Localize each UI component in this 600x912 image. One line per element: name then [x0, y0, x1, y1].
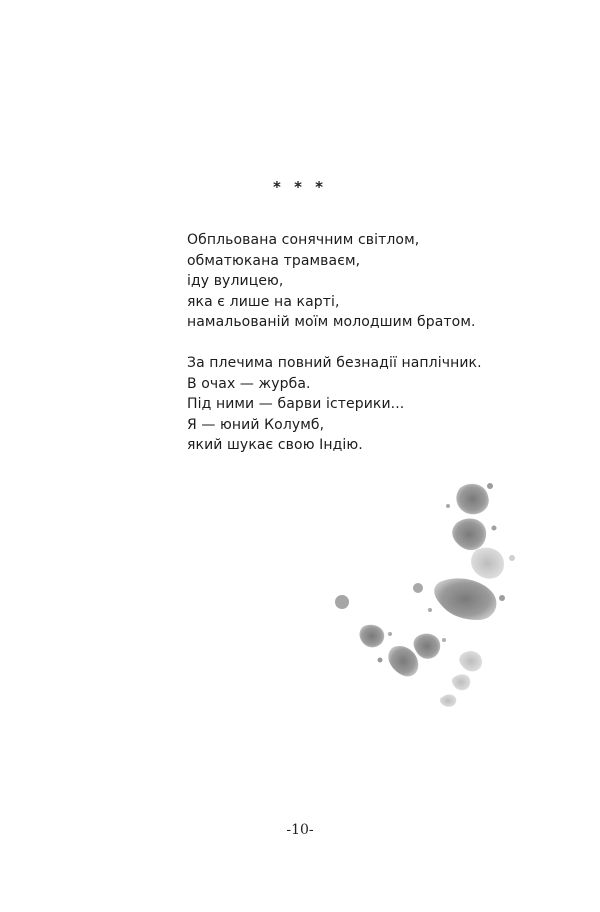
- poem-line: намальованій моїм молодшим братом.: [187, 314, 476, 330]
- ink-blot: [414, 634, 441, 659]
- ink-blot: [471, 548, 504, 579]
- poem-line: яка є лише на карті,: [187, 293, 340, 310]
- poem-line: який шукає свою Індію.: [187, 437, 363, 453]
- ink-blot: [434, 578, 496, 620]
- poem: [187, 230, 547, 476]
- poem-line: Я — юний Колумб,: [187, 416, 325, 433]
- ink-blot: [360, 625, 385, 648]
- ink-blot: [440, 694, 456, 706]
- ink-blot: [452, 674, 470, 690]
- ink-blot: [452, 518, 486, 550]
- poem-line: іду вулицею,: [187, 273, 284, 289]
- stanza-1: [187, 230, 547, 333]
- ink-blot: [388, 646, 418, 676]
- poem-line: Під ними — барви істерики...: [187, 396, 405, 412]
- ink-blot: [459, 651, 482, 671]
- poem-line: обматюкана трамваєм,: [187, 252, 361, 269]
- stanza-2: [187, 353, 547, 456]
- section-separator: * * *: [273, 178, 327, 196]
- poem-line: В очах — журба.: [187, 375, 311, 392]
- poem-line: Обпльована сонячним світлом,: [187, 232, 420, 248]
- ink-splatter-illustration: [320, 470, 560, 730]
- poem-line: За плечима повний безнадії наплічник.: [187, 355, 482, 371]
- ink-blot: [456, 484, 488, 514]
- page-number: -10-: [286, 822, 314, 838]
